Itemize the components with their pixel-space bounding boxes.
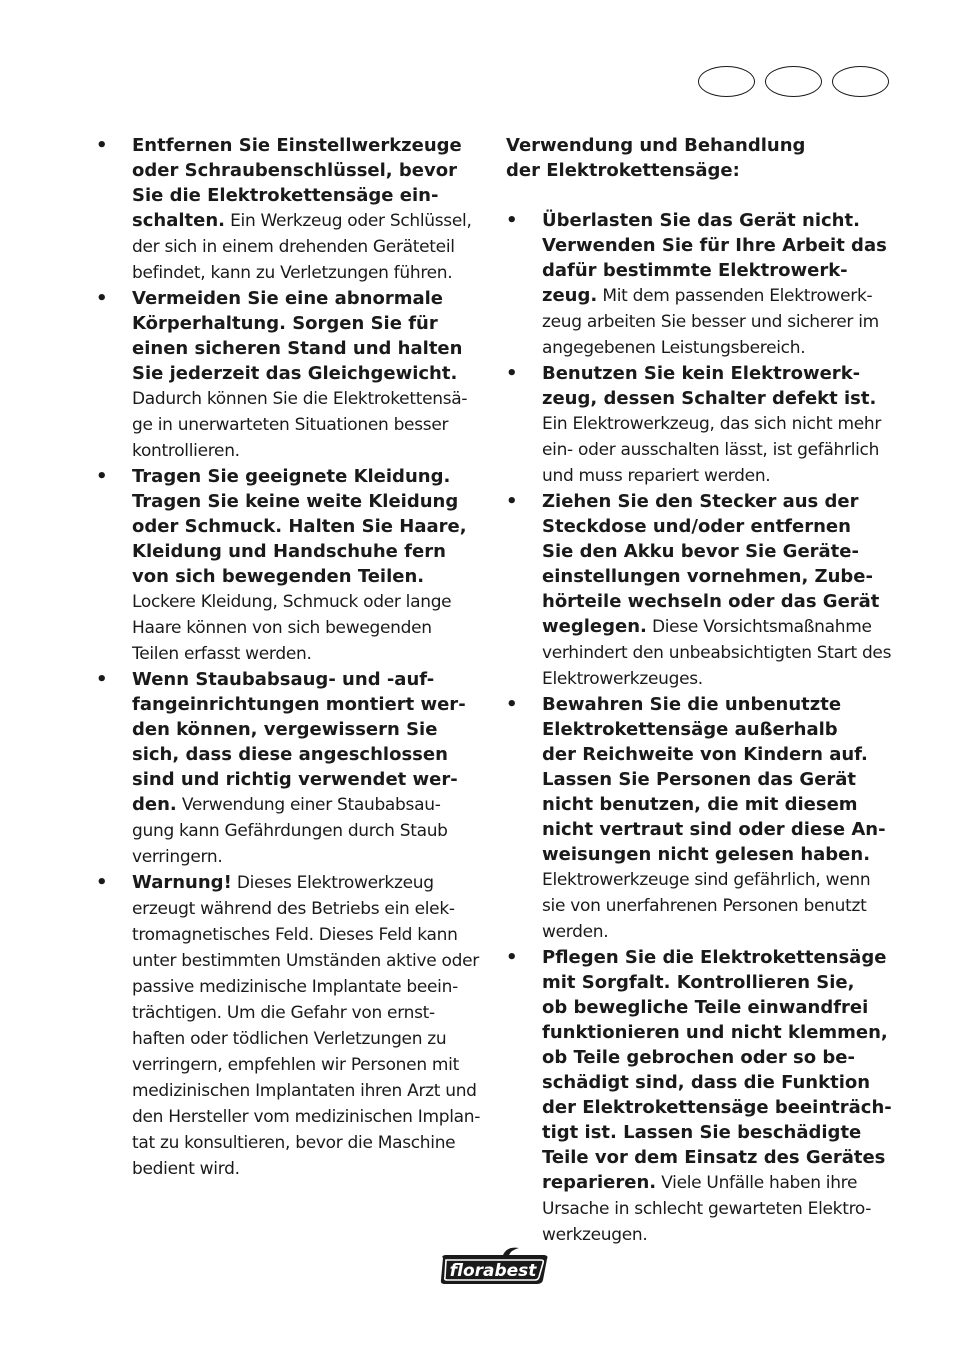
item-bold-text: von sich bewegenden Teilen. bbox=[132, 566, 425, 587]
item-bold-text: Tragen Sie keine weite Kleidung bbox=[132, 491, 459, 512]
heading-line: Verwendung und Behandlung bbox=[506, 135, 806, 156]
item-bold-text: Sie die Elektrokettensäge ein- bbox=[132, 185, 439, 206]
item-body-text: Viele Unfälle haben ihre bbox=[656, 1173, 858, 1193]
item-body-text: Ein Werkzeug oder Schlüssel, bbox=[224, 211, 472, 231]
language-ovals bbox=[698, 66, 890, 100]
item-bold-text: einstellungen vornehmen, Zube- bbox=[542, 566, 873, 587]
item-bold-text: Steckdose und/oder entfernen bbox=[542, 516, 851, 537]
item-body-text: Elektrowerkzeuge sind gefährlich, wenn bbox=[542, 870, 871, 890]
list-item bbox=[96, 870, 488, 1182]
item-bold-text: den. bbox=[132, 794, 177, 815]
item-body-text: verhindert den unbeabsichtigten Start des bbox=[542, 643, 892, 663]
item-body-text: Haare können von sich bewegenden bbox=[132, 618, 432, 638]
item-bold-text: weglegen. bbox=[542, 616, 647, 637]
item-bold-text: zeug. bbox=[542, 285, 598, 306]
item-bold-text: Sie jederzeit das Gleichgewicht. bbox=[132, 363, 458, 384]
list-item bbox=[506, 692, 898, 945]
item-body-text: passive medizinische Implantate beein- bbox=[132, 977, 458, 997]
item-bold-text: Verwenden Sie für Ihre Arbeit das bbox=[542, 235, 887, 256]
bullet-icon: • bbox=[506, 947, 518, 968]
logo-text: florabest bbox=[449, 1261, 537, 1281]
list-item bbox=[506, 489, 898, 692]
item-bold-text: Ziehen Sie den Stecker aus der bbox=[542, 491, 859, 512]
item-body-text: Mit dem passenden Elektrowerk- bbox=[597, 286, 873, 306]
list-item bbox=[506, 361, 898, 489]
list-item bbox=[96, 464, 488, 667]
item-body-text: verringern. bbox=[132, 847, 223, 867]
item-body-text: Ein Elektrowerkzeug, das sich nicht mehr bbox=[542, 414, 882, 434]
item-body-text: der sich in einem drehenden Geräteteil bbox=[132, 237, 455, 257]
section-heading bbox=[506, 133, 898, 183]
item-bold-text: Vermeiden Sie eine abnormale bbox=[132, 288, 443, 309]
item-body-text: werkzeugen. bbox=[542, 1225, 648, 1245]
item-bold-text: den können, vergewissern Sie bbox=[132, 719, 438, 740]
left-column bbox=[96, 133, 488, 1182]
item-bold-text: sich, dass diese angeschlossen bbox=[132, 744, 448, 765]
item-body-text: werden. bbox=[542, 922, 609, 942]
item-body-text: und muss repariert werden. bbox=[542, 466, 771, 486]
item-body-text: Dieses Elektrowerkzeug bbox=[231, 873, 434, 893]
item-bold-text: zeug, dessen Schalter defekt ist. bbox=[542, 388, 877, 409]
bullet-icon: • bbox=[506, 363, 518, 384]
item-bold-text: funktionieren und nicht klemmen, bbox=[542, 1022, 888, 1043]
list-item bbox=[96, 286, 488, 464]
bullet-icon: • bbox=[96, 466, 108, 487]
item-body-text: trächtigen. Um die Gefahr von ernst- bbox=[132, 1003, 435, 1023]
item-body-text: ge in unerwarteten Situationen besser bbox=[132, 415, 449, 435]
language-oval-1 bbox=[698, 66, 755, 97]
item-bold-text: schalten. bbox=[132, 210, 225, 231]
item-body-text: Ursache in schlecht gewarteten Elektro- bbox=[542, 1199, 872, 1219]
item-body-text: sie von unerfahrenen Personen benutzt bbox=[542, 896, 867, 916]
item-body-text: verringern, empfehlen wir Personen mit bbox=[132, 1055, 459, 1075]
item-body-text: Verwendung einer Staubabsau- bbox=[176, 795, 441, 815]
right-column bbox=[506, 133, 898, 1248]
list-item bbox=[96, 133, 488, 286]
item-body-text: angegebenen Leistungsbereich. bbox=[542, 338, 806, 358]
item-bold-text: nicht vertraut sind oder diese An- bbox=[542, 819, 886, 840]
item-bold-text: Sie den Akku bevor Sie Geräte- bbox=[542, 541, 859, 562]
item-bold-text: nicht benutzen, die mit diesem bbox=[542, 794, 858, 815]
item-bold-text: Teile vor dem Einsatz des Gerätes bbox=[542, 1147, 886, 1168]
item-body-text: tat zu konsultieren, bevor die Maschine bbox=[132, 1133, 456, 1153]
item-bold-text: sind und richtig verwendet wer- bbox=[132, 769, 458, 790]
item-body-text: zeug arbeiten Sie besser und sicherer im bbox=[542, 312, 879, 332]
bullet-icon: • bbox=[96, 669, 108, 690]
item-bold-text: mit Sorgfalt. Kontrollieren Sie, bbox=[542, 972, 855, 993]
item-body-text: tromagnetisches Feld. Dieses Feld kann bbox=[132, 925, 458, 945]
language-oval-2 bbox=[765, 66, 822, 97]
logo-graphic bbox=[437, 1244, 551, 1288]
item-body-text: bedient wird. bbox=[132, 1159, 240, 1179]
heading-line: der Elektrokettensäge: bbox=[506, 160, 740, 181]
item-bold-text: Warnung! bbox=[132, 872, 232, 893]
item-bold-text: ob Teile gebrochen oder so be- bbox=[542, 1047, 855, 1068]
item-body-text: Elektrowerkzeuges. bbox=[542, 669, 703, 689]
bullet-icon: • bbox=[506, 694, 518, 715]
item-body-text: befindet, kann zu Verletzungen führen. bbox=[132, 263, 453, 283]
item-body-text: medizinischen Implantaten ihren Arzt und bbox=[132, 1081, 477, 1101]
list-item bbox=[506, 208, 898, 361]
item-bold-text: dafür bestimmte Elektrowerk- bbox=[542, 260, 848, 281]
item-bold-text: Überlasten Sie das Gerät nicht. bbox=[542, 210, 860, 231]
bullet-icon: • bbox=[96, 288, 108, 309]
item-bold-text: weisungen nicht gelesen haben. bbox=[542, 844, 871, 865]
item-body-text: den Hersteller vom medizinischen Implan- bbox=[132, 1107, 481, 1127]
item-bold-text: Elektrokettensäge außerhalb bbox=[542, 719, 838, 740]
item-body-text: Teilen erfasst werden. bbox=[132, 644, 312, 664]
item-bold-text: schädigt sind, dass die Funktion bbox=[542, 1072, 871, 1093]
item-body-text: erzeugt während des Betriebs ein elek- bbox=[132, 899, 455, 919]
bullet-icon: • bbox=[96, 872, 108, 893]
item-bold-text: Benutzen Sie kein Elektrowerk- bbox=[542, 363, 861, 384]
item-bold-text: Körperhaltung. Sorgen Sie für bbox=[132, 313, 438, 334]
item-bold-text: fangeinrichtungen montiert wer- bbox=[132, 694, 466, 715]
item-body-text: Lockere Kleidung, Schmuck oder lange bbox=[132, 592, 452, 612]
item-bold-text: Entfernen Sie Einstellwerkzeuge bbox=[132, 135, 462, 156]
item-body-text: ein- oder ausschalten lässt, ist gefährlich bbox=[542, 440, 880, 460]
item-body-text: gung kann Gefährdungen durch Staub bbox=[132, 821, 448, 841]
item-bold-text: oder Schmuck. Halten Sie Haare, bbox=[132, 516, 467, 537]
item-bold-text: Pflegen Sie die Elektrokettensäge bbox=[542, 947, 887, 968]
item-bold-text: Kleidung und Handschuhe fern bbox=[132, 541, 446, 562]
item-bold-text: ob bewegliche Teile einwandfrei bbox=[542, 997, 869, 1018]
florabest-logo bbox=[437, 1244, 551, 1288]
item-body-text: Dadurch können Sie die Elektrokettensä- bbox=[132, 389, 468, 409]
item-bold-text: der Reichweite von Kindern auf. bbox=[542, 744, 868, 765]
item-bold-text: tigt ist. Lassen Sie beschädigte bbox=[542, 1122, 862, 1143]
list-item bbox=[96, 667, 488, 870]
item-bold-text: einen sicheren Stand und halten bbox=[132, 338, 463, 359]
item-bold-text: hörteile wechseln oder das Gerät bbox=[542, 591, 880, 612]
item-bold-text: reparieren. bbox=[542, 1172, 657, 1193]
bullet-icon: • bbox=[96, 135, 108, 156]
language-oval-3 bbox=[832, 66, 889, 97]
item-body-text: kontrollieren. bbox=[132, 441, 240, 461]
list-item bbox=[506, 945, 898, 1248]
item-body-text: unter bestimmten Umständen aktive oder bbox=[132, 951, 479, 971]
item-bold-text: Bewahren Sie die unbenutzte bbox=[542, 694, 842, 715]
item-bold-text: der Elektrokettensäge beeinträch- bbox=[542, 1097, 892, 1118]
bullet-icon: • bbox=[506, 491, 518, 512]
item-bold-text: Wenn Staubabsaug- und -auf- bbox=[132, 669, 435, 690]
item-body-text: Diese Vorsichtsmaßnahme bbox=[646, 617, 872, 637]
bullet-icon: • bbox=[506, 210, 518, 231]
item-bold-text: oder Schraubenschlüssel, bevor bbox=[132, 160, 457, 181]
item-bold-text: Lassen Sie Personen das Gerät bbox=[542, 769, 857, 790]
item-body-text: haften oder tödlichen Verletzungen zu bbox=[132, 1029, 447, 1049]
item-bold-text: Tragen Sie geeignete Kleidung. bbox=[132, 466, 451, 487]
